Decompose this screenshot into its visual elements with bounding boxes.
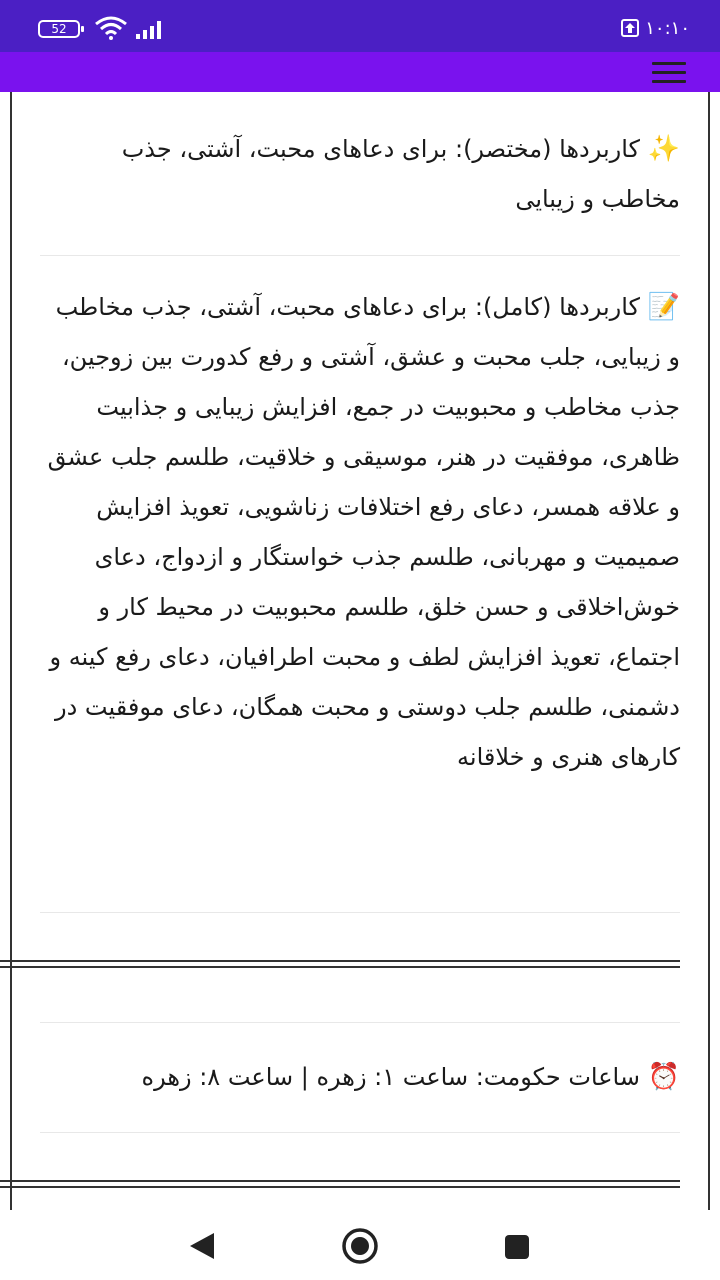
content-border-right [708, 92, 710, 1210]
divider [40, 1022, 680, 1023]
divider [40, 255, 680, 256]
alarm-clock-icon: ⏰ [647, 1062, 680, 1092]
sparkles-icon: ✨ [647, 134, 680, 164]
gov-hours-text: ساعات حکومت: ساعت ۱: زهره | ساعت ۸: زهره [141, 1063, 640, 1091]
status-clock: ۱۰:۱۰ [645, 17, 690, 39]
home-icon[interactable] [340, 1226, 380, 1266]
status-time-group [621, 16, 690, 40]
double-rule-bottom [0, 1186, 680, 1188]
gov-hours-paragraph [40, 1052, 680, 1102]
app-bar [0, 52, 720, 92]
signal-icon [134, 18, 166, 40]
battery-level: 52 [51, 22, 67, 36]
upload-icon [621, 19, 639, 37]
double-rule-bottom [0, 966, 680, 968]
content-border-left [10, 92, 12, 1210]
back-icon[interactable] [186, 1230, 218, 1262]
status-bar [0, 0, 720, 52]
double-rule-top [0, 960, 680, 962]
full-uses-text: کاربردها (کامل): برای دعاهای محبت، آشتی، جذب مخاطب و زیبایی، جلب محبت و عشق، آشتی و رفع کدورت بین زوجین، جذب مخاطب و محبوبیت در جمع، افزایش زیبایی و جذابیت ظاهری، موفقیت در هنر، موسیقی و خلاقیت، طلسم جلب عشق و علاقه همسر، دعای رفع اختلافات زناشویی، تعویذ افزایش صمیمیت و مهربانی، طلسم جذب خواستگار و ازدواج، دعای خوش‌اخلاقی و حسن خلق، طلسم محبوبیت در محیط کار و اجتماع، تعویذ افزایش لطف و محبت اطرافیان، دعای رفع کینه و دشمنی، طلسم جلب دوستی و محبت همگان، دعای موفقیت در کارهای هنری و خلاقانه [47, 293, 680, 771]
short-uses-paragraph [40, 124, 680, 224]
wifi-icon [94, 16, 128, 40]
recent-apps-icon[interactable] [502, 1232, 532, 1262]
hamburger-menu-icon[interactable] [652, 62, 686, 84]
short-uses-text: کاربردها (مختصر): برای دعاهای محبت، آشتی، جذب مخاطب و زیبایی [121, 135, 680, 213]
memo-icon: 📝 [647, 292, 680, 322]
divider [40, 1132, 680, 1133]
full-uses-paragraph [40, 282, 680, 782]
double-rule-top [0, 1180, 680, 1182]
battery-icon [38, 20, 80, 38]
divider [40, 912, 680, 913]
